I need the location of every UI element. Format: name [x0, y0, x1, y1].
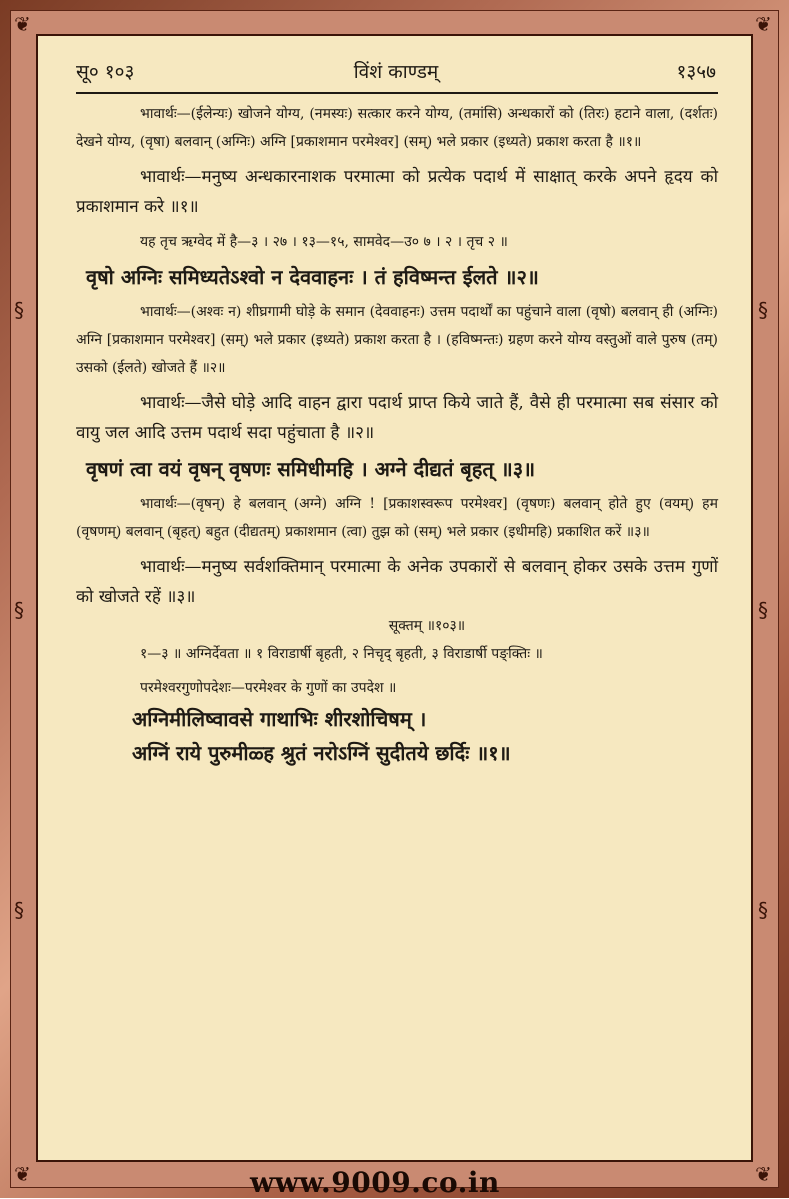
- bhavarth-1: भावार्थः—(ईलेन्यः) खोजने योग्य, (नमस्यः) सत्कार करने योग्य, (तमांसि) अन्धकारों को (तिरः) हटाने वाला, (दर्शतः) देखने योग्य, (वृषा) बलवान् (अग्निः) अग्नि [प्रकाशमान परमेश्वर] (सम्) भले प्रकार (इध्यते) प्रकाश करता है ॥१॥: [76, 106, 718, 150]
- side-ornament-icon: §: [14, 898, 24, 922]
- bhavarth-summary-3: भावार्थः—मनुष्य सर्वशक्तिमान् परमात्मा के अनेक उपकारों से बलवान् होकर उसके उत्तम गुणों को खोजते रहें ॥३॥: [76, 557, 718, 607]
- sukta-number: सू० १०३: [76, 61, 135, 83]
- page-number: १३५७: [676, 61, 716, 83]
- upadesh-title: परमेश्वरगुणोपदेशः—परमेश्वर के गुणों का उपदेश ॥: [140, 680, 397, 696]
- page-header: [76, 58, 716, 94]
- book-page: [36, 34, 753, 1162]
- corner-ornament-icon: ❦: [755, 12, 772, 36]
- page-body: [76, 100, 718, 770]
- mantra-1-line-1: अग्निमीलिष्वावसे गाथाभिः शीरशोचिषम् ।: [132, 707, 427, 731]
- kanda-title: विंशं काण्डम्: [353, 61, 439, 83]
- mantra-3: वृषणं त्वा वयं वृषन् वृषणः समिधीमहि । अग्ने दीद्यतं बृहत् ॥३॥: [86, 457, 536, 481]
- corner-ornament-icon: ❦: [14, 1162, 31, 1186]
- bhavarth-summary-1: भावार्थः—मनुष्य अन्धकारनाशक परमात्मा को प्रत्येक पदार्थ में साक्षात् करके अपने हृदय को प्रकाशमान करे ॥१॥: [76, 167, 718, 217]
- reference-note: यह तृच ऋग्वेद में है—३ । २७ । १३—१५, सामवेद—उ० ७ । २ । तृच २ ॥: [140, 234, 508, 250]
- mantra-2: वृषो अग्निः समिध्यतेऽश्वो न देववाहनः । तं हविष्मन्त ईलते ॥२॥: [86, 265, 539, 289]
- side-ornament-icon: §: [758, 898, 768, 922]
- corner-ornament-icon: ❦: [755, 1162, 772, 1186]
- side-ornament-icon: §: [14, 298, 24, 322]
- bhavarth-2: भावार्थः—(अश्वः न) शीघ्रगामी घोड़े के समान (देववाहनः) उत्तम पदार्थों का पहुंचाने वाला (वृषो) बलवान् ही (अग्निः) अग्नि [प्रकाशमान परमेश्वर] (सम्) भले प्रकार (इध्यते) प्रकाश करता है । (हविष्मन्तः) ग्रहण करने योग्य वस्तुओं वाले पुरुष (तम्) उसको (ईलते) खोजते हैं ॥२॥: [76, 304, 718, 376]
- side-ornament-icon: §: [14, 598, 24, 622]
- sukta-end: सूक्तम् ॥१०३॥: [388, 618, 466, 634]
- corner-ornament-icon: ❦: [14, 12, 31, 36]
- devata-chhanda: १—३ ॥ अग्निर्देवता ॥ १ विराडार्षी बृहती, २ निचृद् बृहती, ३ विराडार्षी पङ्क्तिः ॥: [140, 646, 543, 662]
- watermark-url: www.9009.co.in: [250, 1166, 500, 1199]
- bhavarth-3: भावार्थः—(वृषन्) हे बलवान् (अग्ने) अग्नि ! [प्रकाशस्वरूप परमेश्वर] (वृषणः) बलवान् होते हुए (वयम्) हम (वृषणम्) बलवान् (बृहत्) बहुत (दीद्यतम्) प्रकाशमान (त्वा) तुझ को (सम्) भले प्रकार (इधीमहि) प्रकाशित करें ॥३॥: [76, 496, 718, 540]
- bhavarth-summary-2: भावार्थः—जैसे घोड़े आदि वाहन द्वारा पदार्थ प्राप्त किये जाते हैं, वैसे ही परमात्मा सब संसार को वायु जल आदि उत्तम पदार्थ सदा पहुंचाता है ॥२॥: [76, 393, 718, 443]
- side-ornament-icon: §: [758, 598, 768, 622]
- side-ornament-icon: §: [758, 298, 768, 322]
- header-divider: [76, 92, 718, 94]
- mantra-1-line-2: अग्निं राये पुरुमीळ्ह श्रुतं नरोऽग्निं सुदीतये छर्दिः ॥१॥: [132, 741, 511, 765]
